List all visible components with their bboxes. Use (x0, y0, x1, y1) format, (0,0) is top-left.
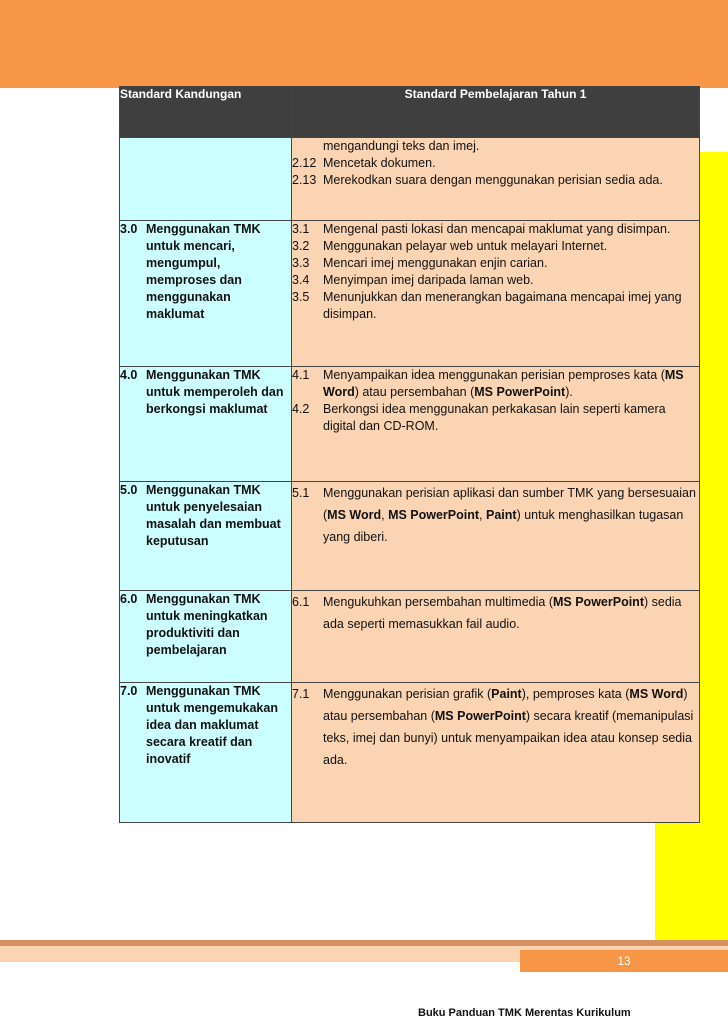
item-text: Menyampaikan idea menggunakan perisian pemproses kata (MS Word) atau persembahan (MS PowerPoint). (323, 368, 684, 399)
header-standard-kandungan: Standard Kandungan (120, 87, 292, 138)
table-header-row (120, 87, 700, 138)
pembelajaran-cell (292, 138, 700, 221)
standard-title: Menggunakan TMK untuk penyelesaian masalah dan membuat keputusan (146, 483, 281, 548)
item-text: Menyimpan imej daripada laman web. (323, 273, 534, 287)
standard-number: 5.0 (120, 483, 138, 497)
header-standard-pembelajaran: Standard Pembelajaran Tahun 1 (292, 87, 700, 138)
item-text: Mengenal pasti lokasi dan mencapai maklumat yang disimpan. (323, 222, 671, 236)
list-item (292, 172, 699, 189)
pembelajaran-cell (292, 367, 700, 482)
kandungan-cell (120, 138, 292, 221)
item-number: 3.5 (292, 290, 310, 304)
list-item (292, 591, 699, 635)
standard-title: Menggunakan TMK untuk mencari, mengumpul, memproses dan menggunakan maklumat (146, 222, 261, 321)
item-number: 7.1 (292, 687, 310, 701)
item-text: mengandungi teks dan imej. (323, 139, 480, 153)
table-row (120, 683, 700, 823)
standard-number: 4.0 (120, 368, 138, 382)
standard-number: 6.0 (120, 592, 138, 606)
standard-number: 3.0 (120, 222, 138, 236)
item-number: 3.4 (292, 273, 310, 287)
kandungan-cell (120, 367, 292, 482)
top-banner (0, 0, 728, 88)
item-number: 4.1 (292, 368, 310, 382)
pembelajaran-cell (292, 683, 700, 823)
kandungan-cell (120, 683, 292, 823)
item-text: Mengukuhkan persembahan multimedia (MS PowerPoint) sedia ada seperti memasukkan fail audio. (323, 595, 682, 631)
kandungan-cell (120, 221, 292, 367)
item-text: Mencetak dokumen. (323, 156, 436, 170)
item-number: 6.1 (292, 595, 310, 609)
standard-number: 7.0 (120, 684, 138, 698)
list-item (292, 255, 699, 272)
standards-table (119, 86, 700, 823)
pembelajaran-cell (292, 591, 700, 683)
list-item (292, 221, 699, 238)
list-item (292, 238, 699, 255)
list-item (292, 482, 699, 548)
item-text: Menggunakan perisian aplikasi dan sumber TMK yang bersesuaian (MS Word, MS PowerPoint, Paint) untuk menghasilkan tugasan yang diberi. (323, 486, 696, 544)
standard-title: Menggunakan TMK untuk mengemukakan idea dan maklumat secara kreatif dan inovatif (146, 684, 278, 766)
item-number: 2.13 (292, 173, 317, 187)
list-item (292, 367, 699, 401)
item-text: Merekodkan suara dengan menggunakan perisian sedia ada. (323, 173, 663, 187)
item-number: 3.1 (292, 222, 310, 236)
list-item (292, 683, 699, 771)
item-number: 5.1 (292, 486, 310, 500)
item-number: 3.2 (292, 239, 310, 253)
bottom-band-line (0, 940, 728, 946)
pembelajaran-cell (292, 221, 700, 367)
page-number: 13 (520, 950, 728, 972)
item-number: 4.2 (292, 402, 310, 416)
kandungan-cell (120, 591, 292, 683)
table-row (120, 482, 700, 591)
list-item (292, 401, 699, 435)
kandungan-cell (120, 482, 292, 591)
item-text: Mencari imej menggunakan enjin carian. (323, 256, 548, 270)
table-row (120, 221, 700, 367)
pembelajaran-cell (292, 482, 700, 591)
list-item (292, 155, 699, 172)
table-row (120, 591, 700, 683)
standard-title: Menggunakan TMK untuk meningkatkan produktiviti dan pembelajaran (146, 592, 268, 657)
table-row (120, 367, 700, 482)
item-text: Berkongsi idea menggunakan perkakasan lain seperti kamera digital dan CD-ROM. (323, 402, 666, 433)
item-text: Menggunakan pelayar web untuk melayari Internet. (323, 239, 608, 253)
item-number: 2.12 (292, 156, 317, 170)
item-text: Menggunakan perisian grafik (Paint), pemproses kata (MS Word) atau persembahan (MS PowerPoint) secara kreatif (memanipulasi teks, imej dan bunyi) untuk menyampaikan idea atau konsep sedia ada. (323, 687, 694, 767)
list-item (292, 289, 699, 323)
item-number: 3.3 (292, 256, 310, 270)
standard-title: Menggunakan TMK untuk memperoleh dan berkongsi maklumat (146, 368, 284, 416)
footer-title: Buku Panduan TMK Merentas Kurikulum (418, 1007, 631, 1019)
list-item (292, 272, 699, 289)
item-text: Menunjukkan dan menerangkan bagaimana mencapai imej yang disimpan. (323, 290, 682, 321)
table-row (120, 138, 700, 221)
